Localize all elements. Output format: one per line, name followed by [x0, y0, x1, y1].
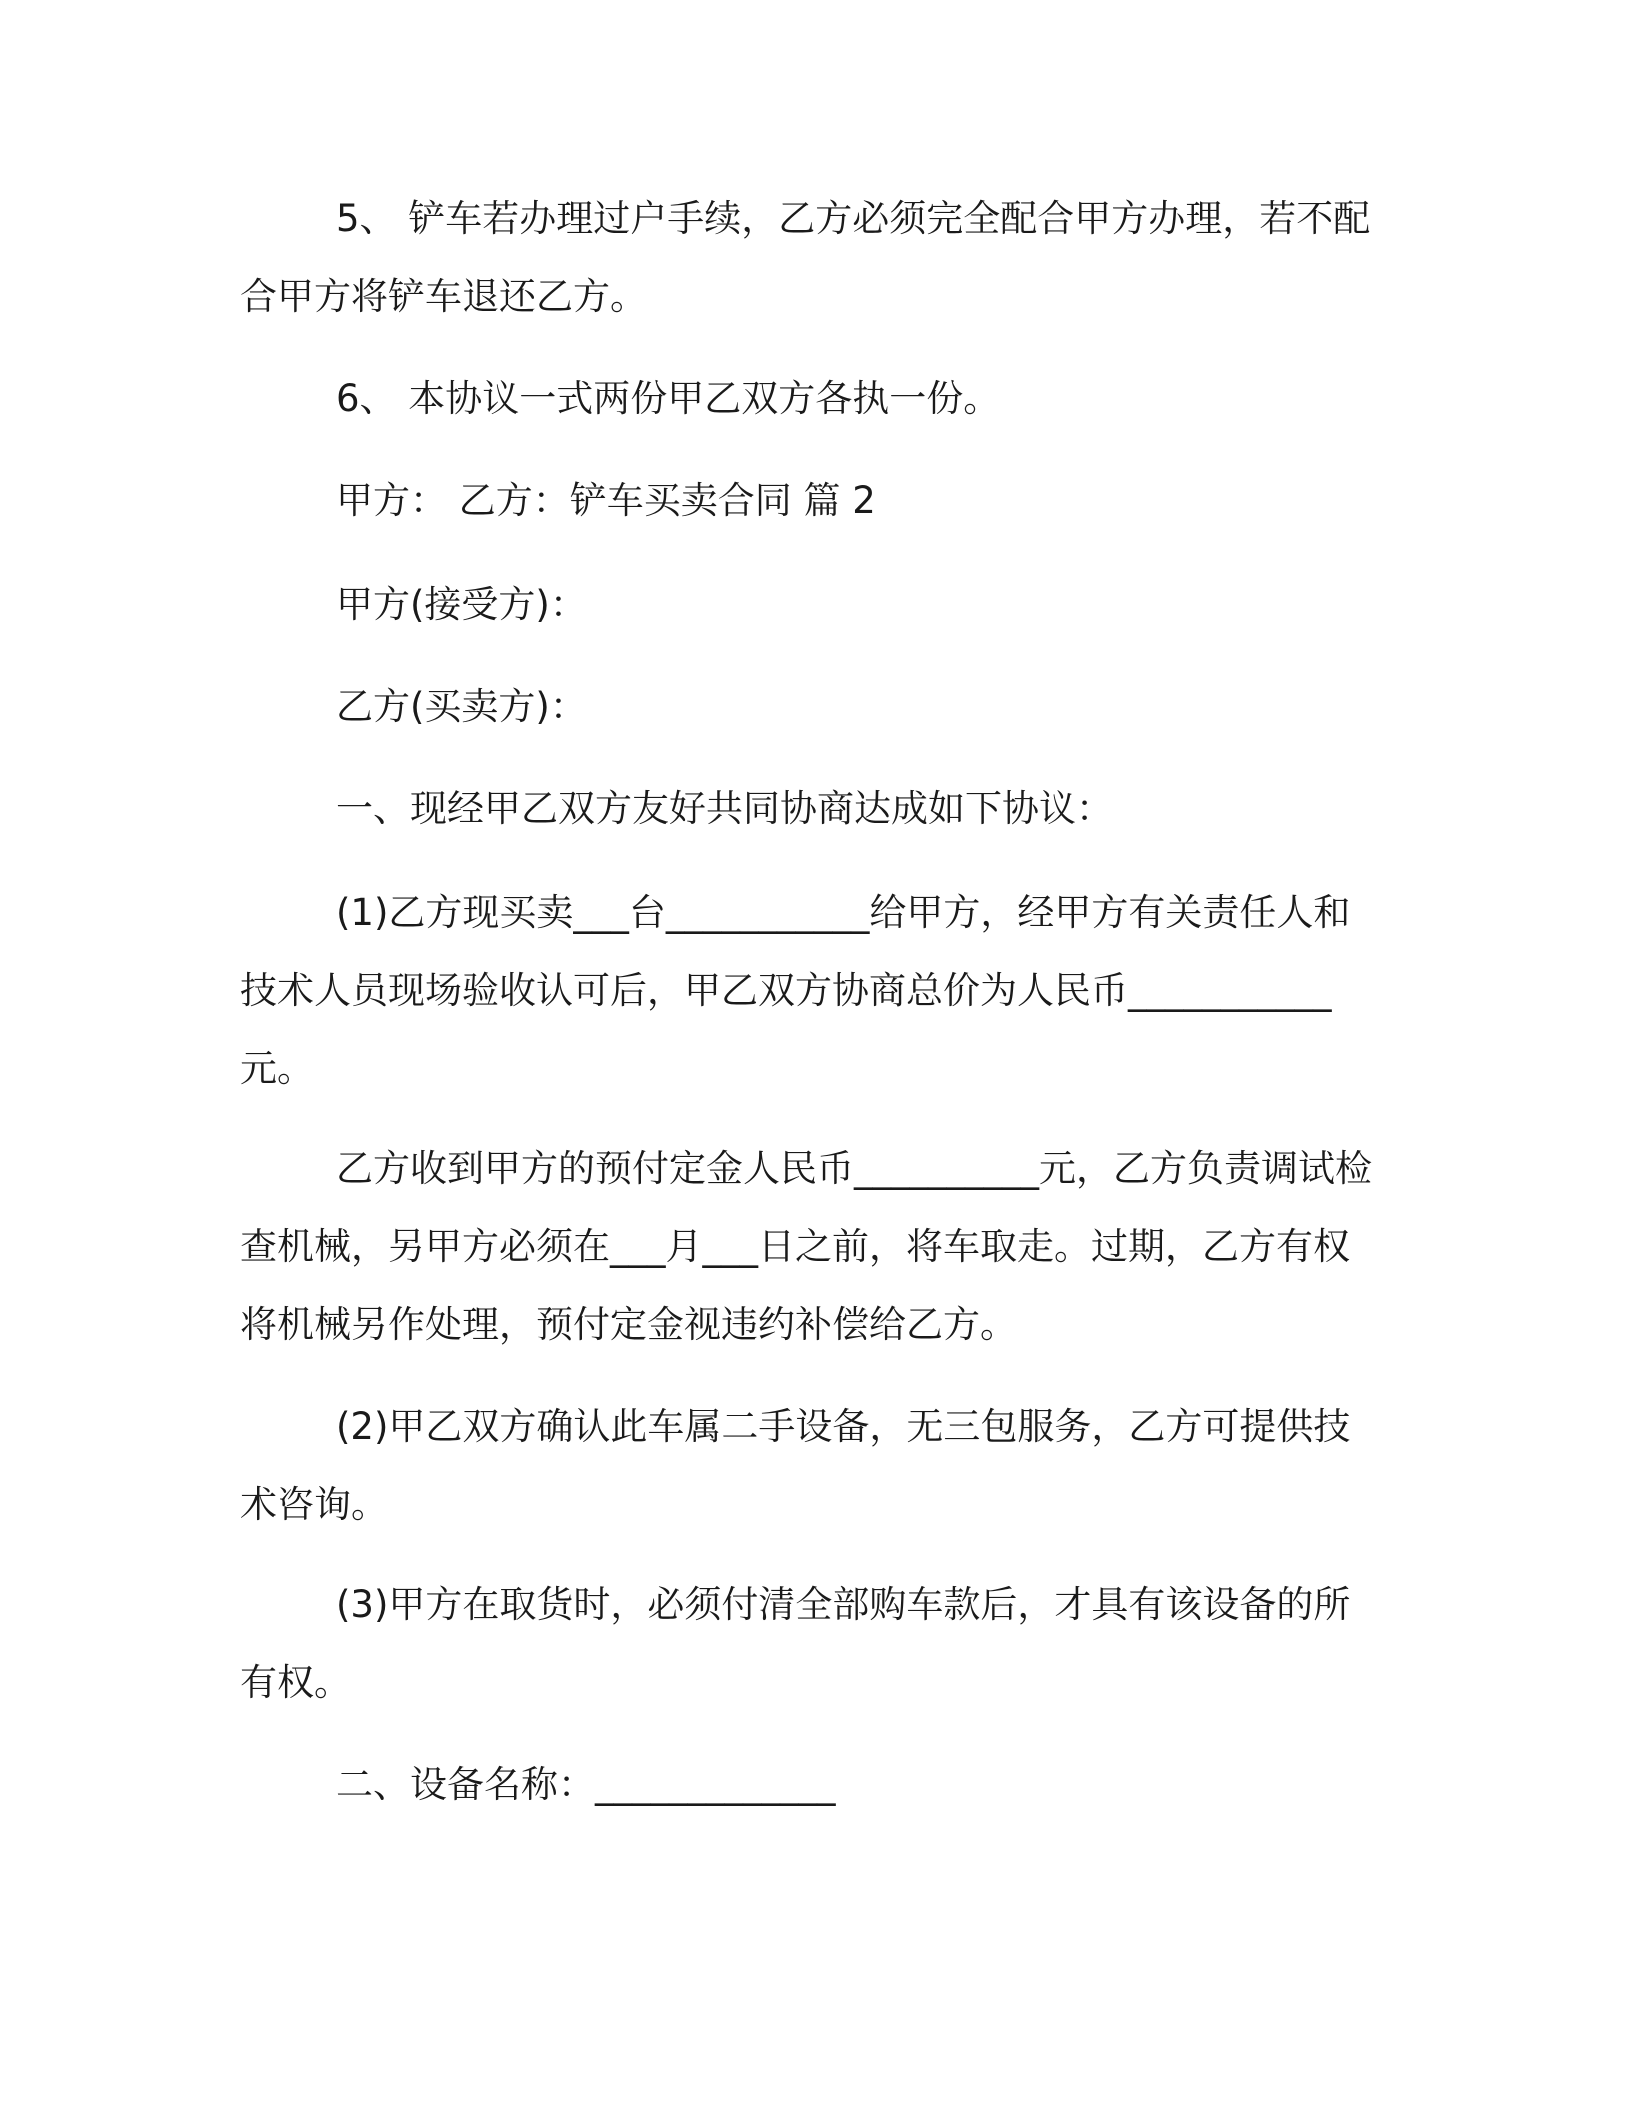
- item-2: (2)甲乙双方确认此车属二手设备，无三包服务，乙方可提供技术咨询。: [240, 1405, 1351, 1526]
- clause-5: 5、 铲车若办理过户手续，乙方必须完全配合甲方办理，若不配合甲方将铲车退还乙方。: [240, 197, 1371, 318]
- party-a-line: 甲方(接受方)：: [336, 583, 587, 626]
- section-1-heading: 一、现经甲乙双方友好共同协商达成如下协议：: [336, 787, 1113, 830]
- item-3: (3)甲方在取货时，必须付清全部购车款后，才具有该设备的所有权。: [240, 1583, 1351, 1704]
- party-b-line: 乙方(买卖方)：: [336, 685, 587, 728]
- deposit-paragraph: 乙方收到甲方的预付定金人民币__________元，乙方负责调试检查机械，另甲方必须在___月___日之前，将车取走。过期，乙方有权将机械另作处理，预付定金视违约补偿给乙方。: [240, 1147, 1372, 1346]
- clause-6: 6、 本协议一式两份甲乙双方各执一份。: [336, 377, 1001, 420]
- signature-line-and-heading: 甲方： 乙方：铲车买卖合同 篇 2: [336, 479, 876, 522]
- section-2-equipment-name: 二、设备名称：_____________: [336, 1763, 836, 1806]
- item-1: (1)乙方现买卖___台___________给甲方，经甲方有关责任人和技术人员现场验收认可后，甲乙双方协商总价为人民币___________元。: [240, 891, 1351, 1090]
